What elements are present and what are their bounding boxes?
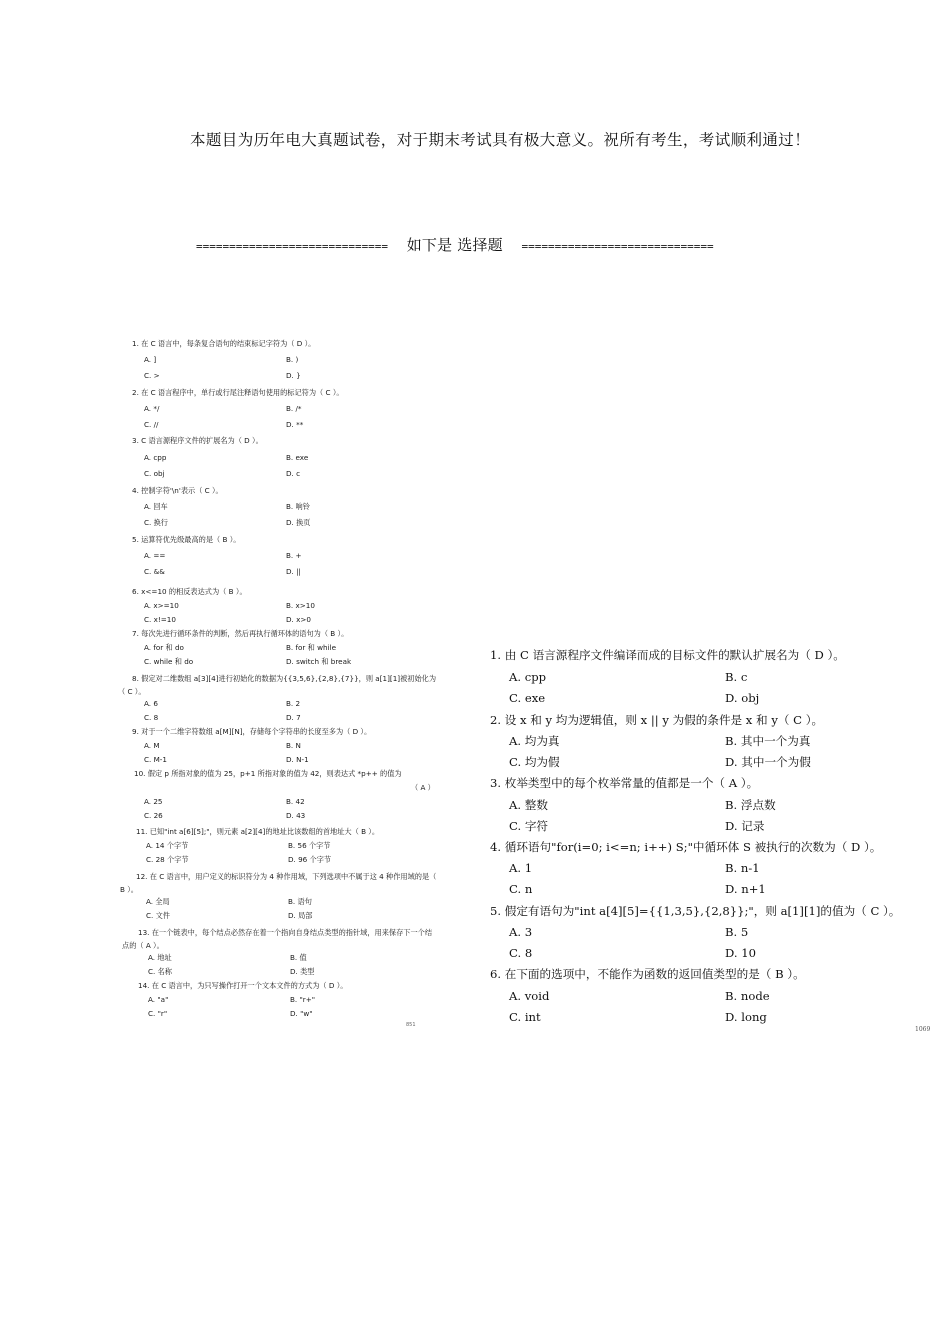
option: C. 8 xyxy=(144,713,159,722)
question: 7. 每次先进行循环条件的判断，然后再执行循环体的语句为（ B ）。 xyxy=(132,629,349,638)
option: A. cpp xyxy=(509,670,547,684)
option: D. c xyxy=(286,469,301,478)
option: D. 记录 xyxy=(725,819,765,833)
question: 1. 由 C 语言源程序文件编译而成的目标文件的默认扩展名为（ D ）。 xyxy=(490,648,845,662)
option: C. 8 xyxy=(509,946,533,960)
option: A. 25 xyxy=(144,797,163,806)
question: 2. 在 C 语言程序中，单行或行尾注释语句使用的标记符为（ C ）。 xyxy=(132,388,344,397)
option: C. 字符 xyxy=(509,819,549,833)
option: A. == xyxy=(144,551,166,560)
option: D. "w" xyxy=(290,1009,313,1018)
option: B. c xyxy=(725,670,748,684)
divider-left: ============================= xyxy=(196,240,389,253)
option: D. obj xyxy=(725,691,760,705)
option: C. 28 个字节 xyxy=(146,855,189,864)
option: D. 换页 xyxy=(286,518,311,527)
question: 6. 在下面的选项中，不能作为函数的返回值类型的是（ B ）。 xyxy=(490,967,805,981)
page-number: 1069 xyxy=(915,1026,931,1033)
option: A. ] xyxy=(144,355,157,364)
question: 6. x<=10 的相反表达式为（ B ）。 xyxy=(132,587,247,596)
option: C. > xyxy=(144,371,160,380)
option: A. M xyxy=(144,741,160,750)
option: B. "r+" xyxy=(290,995,316,1004)
option: B. for 和 while xyxy=(286,643,336,652)
section-divider xyxy=(196,234,896,255)
option: A. cpp xyxy=(144,453,167,462)
option: C. while 和 do xyxy=(144,657,194,666)
question: 11. 已知"int a[6][5];"，则元素 a[2][4]的地址比该数组的首地址大（ B ）。 xyxy=(136,827,380,836)
option: A. 整数 xyxy=(509,798,548,812)
option: A. x>=10 xyxy=(144,601,179,610)
option: B. 响铃 xyxy=(286,502,310,511)
option: D. N-1 xyxy=(286,755,309,764)
question: 12. 在 C 语言中，用户定义的标识符分为 4 种作用域，下列选项中不属于这 4 种作用域的是（ B ）。 xyxy=(120,872,437,894)
option: D. long xyxy=(725,1010,767,1024)
question: 9. 对于一个二维字符数组 a[M][N]，存储每个字符串的长度至多为（ D ）。 xyxy=(132,727,372,736)
option: B. 语句 xyxy=(288,897,312,906)
question: 5. 运算符优先级最高的是（ B ）。 xyxy=(132,535,241,544)
option: D. switch 和 break xyxy=(286,657,352,666)
option: A. 1 xyxy=(509,861,533,875)
option: D. || xyxy=(286,567,301,576)
option: C. 均为假 xyxy=(509,755,560,769)
option: A. 全局 xyxy=(146,897,170,906)
option: A. 3 xyxy=(509,925,533,939)
option: C. exe xyxy=(509,691,546,705)
option: D. 局部 xyxy=(288,911,313,920)
option: B. 42 xyxy=(286,797,305,806)
question: 5. 假定有语句为"int a[4][5]={{1,3,5},{2,8}};"，则 a[1][1]的值为（ C ）。 xyxy=(490,904,901,918)
question: 3. C 语言源程序文件的扩展名为（ D ）。 xyxy=(132,436,263,445)
option: D. 其中一个为假 xyxy=(725,755,811,769)
question: 13. 在一个链表中，每个结点必然存在着一个指向自身结点类型的指针域，用来保存下一个结点的（ A ）。 xyxy=(122,928,433,950)
option: B. n-1 xyxy=(725,861,760,875)
option: C. 26 xyxy=(144,811,163,820)
option: D. ** xyxy=(286,420,304,429)
option: A. */ xyxy=(144,404,160,413)
option: B. /* xyxy=(286,404,302,413)
option: B. x>10 xyxy=(286,601,315,610)
option: B. 其中一个为真 xyxy=(725,734,811,748)
page-number: 851 xyxy=(406,1022,416,1028)
option: C. obj xyxy=(144,469,165,478)
right-scan-page xyxy=(487,645,947,1045)
option: C. M-1 xyxy=(144,755,167,764)
option: B. + xyxy=(286,551,302,560)
question: 8. 假定对二维数组 a[3][4]进行初始化的数据为{{3,5,6},{2,8},{7}}，则 a[1][1]被初始化为（ C ）。 xyxy=(118,674,437,696)
option: A. void xyxy=(509,989,550,1003)
question: 4. 控制字符'\n'表示（ C ）。 xyxy=(132,486,223,495)
option: A. "a" xyxy=(148,995,169,1004)
option: D. } xyxy=(286,371,301,380)
option: A. 14 个字节 xyxy=(146,841,189,850)
option: C. 名称 xyxy=(148,967,172,976)
option: C. 换行 xyxy=(144,518,168,527)
option: D. 96 个字节 xyxy=(288,855,332,864)
answer-mark: （ A ） xyxy=(411,783,435,792)
question: 1. 在 C 语言中，每条复合语句的结束标记字符为（ D ）。 xyxy=(132,339,316,348)
option: B. exe xyxy=(286,453,309,462)
option: C. "r" xyxy=(148,1009,168,1018)
option: B. 5 xyxy=(725,925,749,939)
question: 14. 在 C 语言中，为只写操作打开一个文本文件的方式为（ D ）。 xyxy=(138,981,348,990)
question: 4. 循环语句"for(i=0; i<=n; i++) S;"中循环体 S 被执行的次数为（ D ）。 xyxy=(490,840,882,854)
option: B. node xyxy=(725,989,770,1003)
option: A. 均为真 xyxy=(509,734,560,748)
option: D. n+1 xyxy=(725,882,766,896)
divider-right: ============================= xyxy=(521,240,714,253)
option: B. 浮点数 xyxy=(725,798,776,812)
option: B. N xyxy=(286,741,301,750)
option: A. 地址 xyxy=(148,953,172,962)
option: A. 6 xyxy=(144,699,158,708)
option: C. // xyxy=(144,420,159,429)
question: 10. 假定 p 所指对象的值为 25，p+1 所指对象的值为 42，则表达式 *p++ 的值为 xyxy=(134,769,402,778)
option: D. 10 xyxy=(725,946,757,960)
option: B. 值 xyxy=(290,953,307,962)
option: C. 文件 xyxy=(146,911,170,920)
left-scan-page xyxy=(116,338,441,1028)
option: B. ) xyxy=(286,355,299,364)
option: C. x!=10 xyxy=(144,615,176,624)
option: C. int xyxy=(509,1010,541,1024)
option: D. 43 xyxy=(286,811,306,820)
question: 3. 枚举类型中的每个枚举常量的值都是一个（ A ）。 xyxy=(490,776,759,790)
option: B. 2 xyxy=(286,699,301,708)
option: D. 7 xyxy=(286,713,301,722)
option: A. 回车 xyxy=(144,502,168,511)
question: 2. 设 x 和 y 均为逻辑值，则 x || y 为假的条件是 x 和 y（ C ）。 xyxy=(490,713,824,727)
option: C. n xyxy=(509,882,533,896)
intro-text: 本题目为历年电大真题试卷，对于期末考试具有极大意义。祝所有考生，考试顺利通过！ xyxy=(190,131,811,149)
option: A. for 和 do xyxy=(144,643,184,652)
option: B. 56 个字节 xyxy=(288,841,331,850)
divider-label: 如下是 选择题 xyxy=(406,236,503,254)
option: D. 类型 xyxy=(290,967,315,976)
option: C. && xyxy=(144,567,165,576)
option: D. x>0 xyxy=(286,615,311,624)
